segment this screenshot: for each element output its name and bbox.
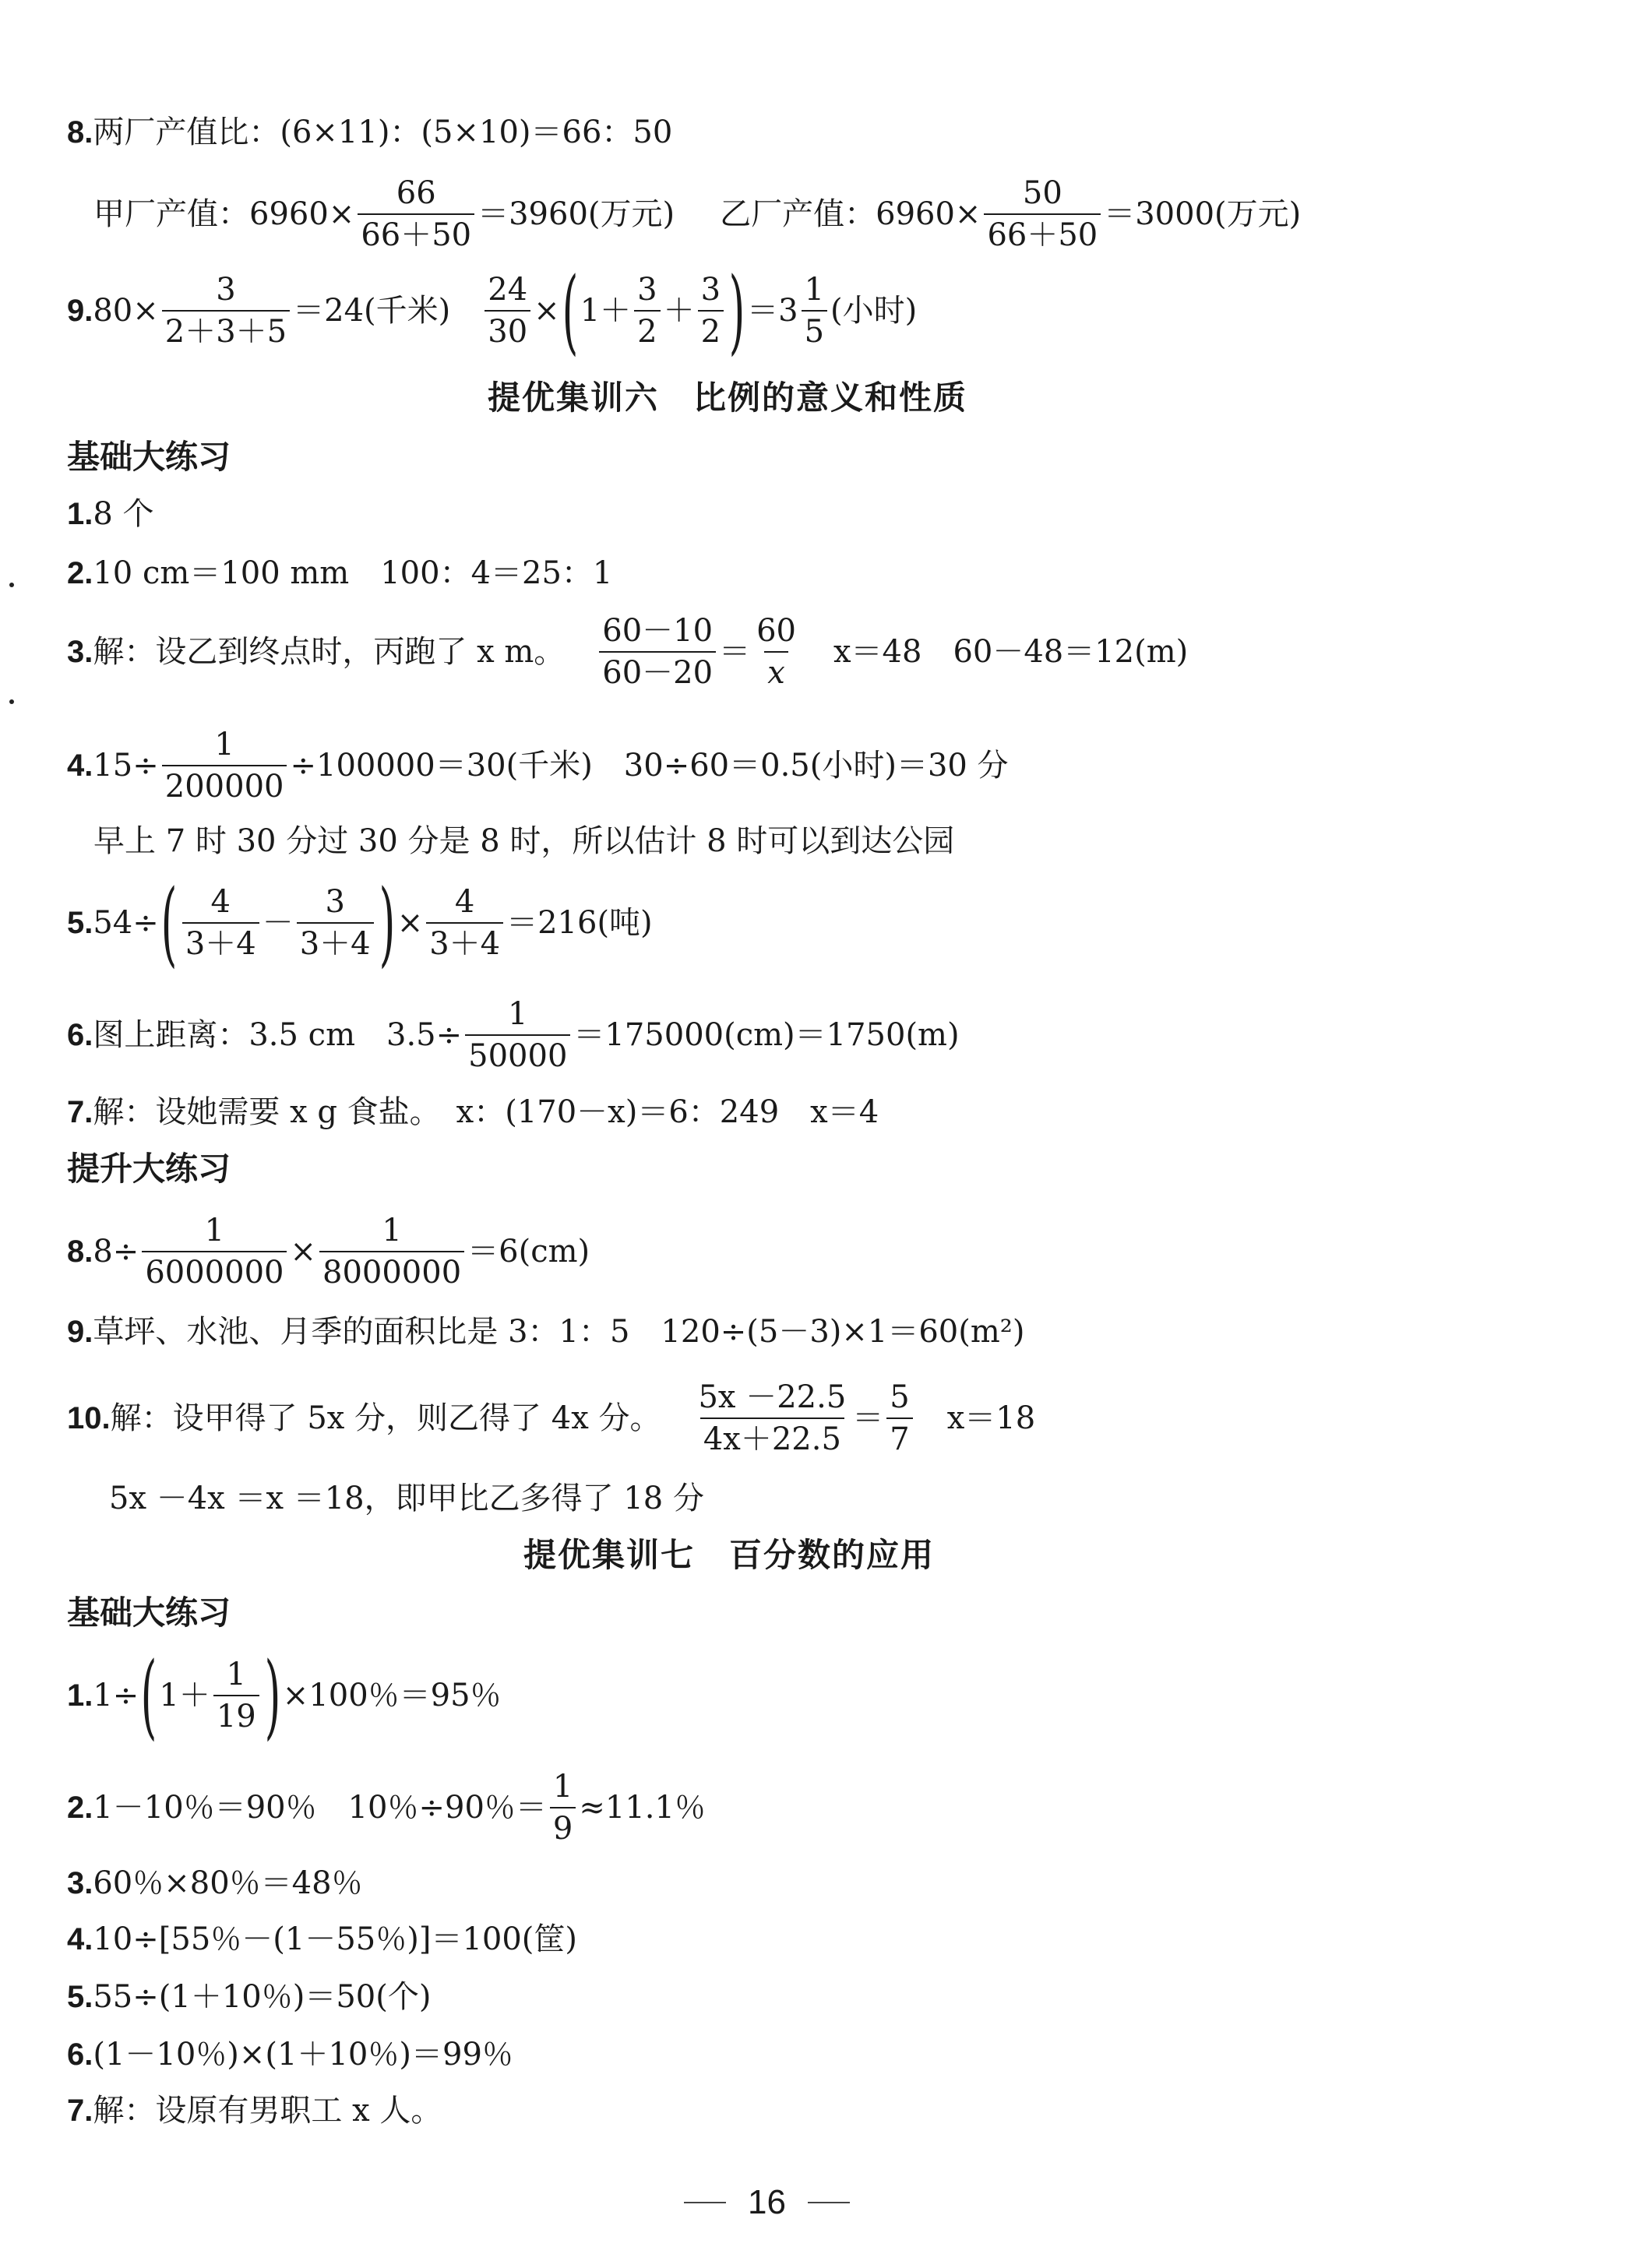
numerator: 5 [890,1379,910,1415]
subsection-basic: 基础大练习 [67,1594,231,1632]
operator: × [534,293,560,329]
answer-line [109,1483,704,1514]
numerator: 1 [804,272,825,308]
answer-line-8-detail [93,175,1302,253]
answer-text: x＝18 [946,1400,1036,1436]
footer-dash [808,2202,850,2203]
operator: － [262,905,294,942]
answer-line [67,1314,1025,1350]
question-number: 7. [67,1095,93,1129]
fraction [984,175,1101,253]
answer-line [67,1981,431,2013]
question-number: 3. [67,635,93,669]
numerator: 1 [214,727,234,762]
answer-text: 1÷ [93,1678,139,1714]
answer-text: 1＋ [159,1678,210,1714]
answer-line [67,2037,513,2073]
left-paren: ( [562,257,579,364]
fraction [426,884,503,963]
answer-line [67,613,1189,691]
denominator: 19 [213,1695,259,1732]
numerator: 1 [382,1213,402,1248]
question-number: 6. [67,1018,93,1052]
answer-text: 10 cm＝100 mm 100：4＝25：1 [93,555,613,591]
question-number: 10. [67,1401,111,1435]
question-number: 5. [67,1980,93,2014]
subsection-basic: 基础大练习 [67,438,231,476]
question-number: 5. [67,906,93,941]
answer-text: (1－10％)×(1＋10％)＝99％ [93,2037,513,2073]
fraction [465,998,570,1072]
question-number: 2. [67,556,93,590]
numerator: 3 [637,272,657,308]
answer-text: 8÷ [93,1234,139,1270]
denominator: 3＋4 [297,922,374,960]
answer-text: 甲厂产值：6960× [93,196,355,232]
fraction [753,613,799,691]
denominator: 66＋50 [984,213,1101,251]
question-number: 6. [67,2037,93,2072]
fraction [162,272,290,350]
right-paren: ) [379,869,396,977]
denominator: 50000 [465,1034,570,1072]
denominator: 4x＋22.5 [700,1418,844,1455]
answer-text: 乙厂产值：6960× [720,196,981,232]
numerator: 1 [552,1769,573,1805]
answer-line [93,823,955,859]
denominator: 3＋4 [426,922,503,960]
answer-line [67,1094,879,1130]
answer-text: ＝6(cm) [467,1234,590,1270]
answer-text: 解：设甲得了 5x 分，则乙得了 4x 分。 [110,1400,661,1436]
answer-line [67,1213,590,1291]
answer-text: 两厂产值比：(6×11)：(5×10)＝66：50 [93,114,673,150]
question-number: 3. [67,1866,93,1900]
numerator: 1 [508,996,528,1032]
numerator: 3 [216,272,236,308]
numerator: 3 [700,272,721,308]
fraction [550,1769,576,1847]
answer-line [67,998,960,1072]
answer-line [67,2093,442,2129]
answer-text: 10÷[55％－(1－55％)]＝100(筐) [93,1921,577,1957]
answer-text: 54÷ [93,905,159,942]
scan-speck [9,699,14,704]
answer-line [67,555,613,591]
answer-text: 15÷ [93,748,159,784]
answer-text: ＝24(千米) [293,293,451,329]
fraction [802,272,827,350]
answer-text: 8 个 [93,496,154,532]
numerator: 50 [1022,175,1062,211]
denominator: 9 [550,1807,576,1844]
fraction [886,1379,912,1457]
answer-text: 1－10％＝90％ 10％÷90％＝ [93,1790,547,1826]
answer-line [67,1642,502,1749]
numerator: 1 [226,1657,246,1693]
denominator: 60－20 [599,651,716,688]
question-number: 1. [67,497,93,531]
denominator: 66＋50 [358,213,474,251]
denominator: 7 [886,1418,912,1455]
answer-text: (小时) [830,293,918,329]
left-paren: ( [160,869,178,977]
answer-text: x＝48 60－48＝12(m) [833,634,1189,670]
answer-line [67,727,1009,805]
question-number: 8. [67,115,93,150]
denominator: 8000000 [319,1251,464,1288]
denominator: 6000000 [142,1251,287,1288]
fraction [162,727,287,805]
answer-text: ＝3000(万元) [1104,196,1302,232]
answer-line [67,1379,1036,1457]
answer-line-9 [67,257,918,364]
numerator: 60 [756,613,796,649]
answer-text: 5x －4x ＝x ＝18，即甲比乙多得了 18 分 [109,1481,704,1516]
numerator: 4 [454,884,475,921]
numerator: 24 [488,272,528,308]
denominator: 2 [634,310,660,347]
left-paren: ( [140,1642,157,1749]
denominator: 5 [802,310,827,347]
answer-text: ≈11.1％ [579,1790,706,1826]
footer-dash [684,2202,726,2203]
denominator: 3＋4 [182,922,259,960]
page-footer [662,2185,872,2220]
answer-text: ＝3 [747,293,798,329]
numerator: 3 [325,884,345,921]
question-number: 9. [67,294,93,329]
answer-text: ÷100000＝30(千米) 30÷60＝0.5(小时)＝30 分 [290,748,1009,784]
fraction [297,884,374,963]
answer-text: 解：设她需要 x g 食盐。 x：(170－x)＝6：249 x＝4 [93,1094,879,1130]
question-number: 2. [67,1791,93,1825]
answer-text: 80× [93,293,159,329]
right-paren: ) [264,1642,281,1749]
denominator: 30 [485,310,530,347]
answer-line [67,1921,577,1957]
answer-line [67,498,154,530]
fraction [182,884,259,963]
subsection-advanced: 提升大练习 [67,1150,231,1188]
operator: ＝ [719,634,751,670]
section-heading-7: 提优集训七 百分数的应用 [523,1536,936,1574]
numerator: 1 [204,1213,225,1248]
numerator: 5x －22.5 [698,1379,847,1415]
denominator: 200000 [162,765,287,802]
fraction [634,272,660,350]
answer-text: 解：设乙到终点时，丙跑了 x m。 [93,634,566,670]
fraction [358,175,474,253]
fraction [213,1657,259,1735]
answer-line-8 [67,114,673,150]
answer-text: 55÷(1＋10％)＝50(个) [93,1979,432,2015]
numerator: 66 [396,175,436,211]
question-number: 9. [67,1315,93,1349]
page-number: 16 [748,2183,786,2221]
question-number: 1. [67,1678,93,1713]
operator: × [396,905,424,942]
answer-line [67,869,653,977]
operator: ＋ [663,293,695,329]
answer-text: 1＋ [580,293,632,329]
numerator: 4 [210,884,231,921]
answer-text: 60％×80％＝48％ [93,1865,363,1901]
question-number: 4. [67,748,93,783]
answer-text: 早上 7 时 30 分过 30 分是 8 时，所以估计 8 时可以到达公园 [93,823,955,859]
denominator: 2＋3＋5 [162,310,290,347]
answer-line [67,1769,706,1847]
fraction [599,613,716,691]
fraction [319,1213,464,1291]
question-number: 7. [67,2094,93,2128]
fraction [698,272,724,350]
answer-text: ×100％＝95％ [282,1678,502,1714]
right-paren: ) [728,257,745,364]
answer-text: ＝216(吨) [506,905,653,942]
scan-speck [9,583,14,587]
denominator: x [764,651,788,688]
question-number: 4. [67,1922,93,1956]
fraction [142,1213,287,1291]
answer-text: 解：设原有男职工 x 人。 [93,2093,442,2129]
answer-text: 图上距离：3.5 cm 3.5÷ [93,1017,463,1053]
operator: × [290,1234,316,1270]
fraction [695,1379,849,1457]
operator: ＝ [852,1400,884,1436]
section-heading-6: 提优集训六 比例的意义和性质 [488,379,968,417]
answer-line [67,1865,363,1901]
answer-text: ＝175000(cm)＝1750(m) [573,1017,960,1053]
denominator: 2 [698,310,724,347]
numerator: 60－10 [602,613,714,649]
fraction [485,272,530,350]
answer-text: 草坪、水池、月季的面积比是 3：1：5 120÷(5－3)×1＝60(m²) [93,1314,1025,1350]
question-number: 8. [67,1234,93,1269]
answer-text: ＝3960(万元) [477,196,675,232]
